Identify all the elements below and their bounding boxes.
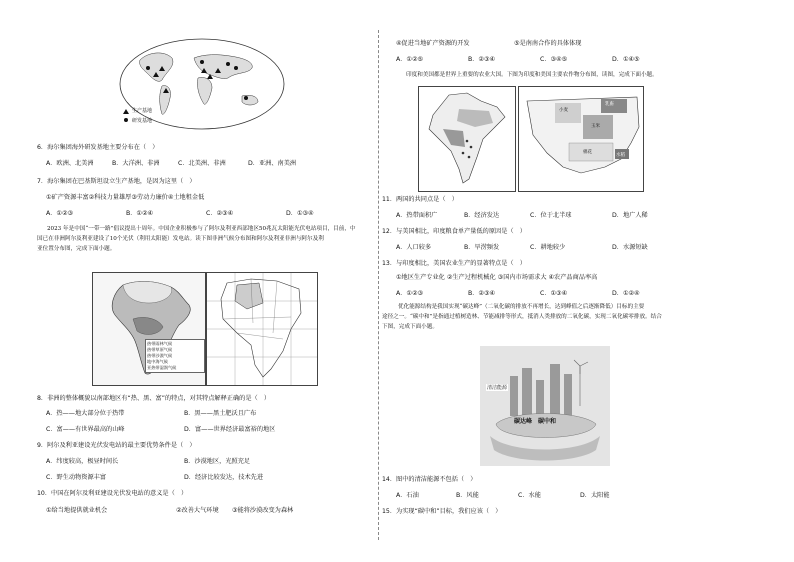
q11-option-a[interactable]: A．热带面积广 <box>396 212 438 219</box>
usa-label-wheat: 小麦 <box>559 108 568 113</box>
carbon-neutral-poster <box>480 346 610 466</box>
legend-item-desert: 热带沙漠气候 <box>147 353 173 358</box>
q11-option-b[interactable]: B．经济发达 <box>464 212 500 219</box>
usa-label-dairy: 乳畜 <box>605 102 614 107</box>
passage-1-line-1: 2023 年是中国“一带一路”倡议提出十周年。中国企业积极参与了阿尔及利亚西部地区50兆瓦太阳能光伏电站项目，目前，中 <box>47 226 356 232</box>
usa-label-rice: 水稻 <box>616 153 625 158</box>
q10-option-a[interactable]: A．①②⑤ <box>396 56 424 63</box>
poster-banner: 碳达峰 碳中和 <box>514 418 557 425</box>
q8-option-d[interactable]: D．富——世界经济最富裕的地区 <box>184 426 276 433</box>
poster-clean-energy-tag: 清洁能源 <box>487 385 508 391</box>
q9-option-a[interactable]: A．纬度较高，极昼时间长 <box>46 458 119 465</box>
passage-1-line-2: 国已在非洲阿尔及利亚建设了10个光伏（利用太阳能）发电站。读下图非洲气候分布图和阿尔及利亚非洲与阿尔及利 <box>37 236 324 242</box>
passage-3-line-1: 优化能源结构是我国实现“碳达峰”（二氧化碳的排放不再增长，达到峰值之后逐渐降低）目标的主要 <box>398 304 645 310</box>
q13-option-d[interactable]: D．①②④ <box>612 290 640 297</box>
production-legend-icon <box>123 109 129 114</box>
q6-option-d[interactable]: D．亚洲、南美洲 <box>248 160 297 167</box>
legend-item-rainforest: 热带雨林气候 <box>147 341 173 346</box>
q6-option-a[interactable]: A．欧洲、北美洲 <box>46 160 94 167</box>
rd-legend-icon <box>124 118 128 122</box>
africa-climate-map <box>92 272 206 386</box>
q14-option-a[interactable]: A．石油 <box>396 492 419 499</box>
india-crop-map <box>418 86 516 192</box>
q7-stem: 7．海尔集团在巴基斯坦设立生产基地，是因为这里（ ） <box>37 178 196 185</box>
passage-2: 印度和美国都是世界上重要的农业大国。下图为印度和美国主要农作物分布图，读图，完成下面小题。 <box>406 72 658 78</box>
q12-option-a[interactable]: A．人口较多 <box>396 244 432 251</box>
legend-item-mediterranean: 地中海气候 <box>147 359 168 364</box>
q14-option-c[interactable]: C．水能 <box>518 492 541 499</box>
q7-option-b[interactable]: B．①②④ <box>126 210 154 217</box>
passage-3 <box>382 302 774 332</box>
q11-option-d[interactable]: D．地广人稀 <box>612 212 648 219</box>
q13-option-b[interactable]: B．②③④ <box>468 290 496 297</box>
legend-item-savanna: 热带草原气候 <box>147 347 173 352</box>
q10-option-b[interactable]: B．②③④ <box>468 56 496 63</box>
q14-option-d[interactable]: D．太阳能 <box>580 492 610 499</box>
q13-stem: 13．与印度相比，美国农业生产的显著特点是（ ） <box>382 260 526 267</box>
legend-rd-label: 研发基地 <box>132 118 153 124</box>
q8-option-a[interactable]: A．热——地大部分位于热带 <box>46 410 125 417</box>
q11-option-c[interactable]: C．位于北半球 <box>530 212 572 219</box>
q10-stem: 10．中国在阿尔及利亚建设光伏发电站的意义是（ ） <box>37 490 188 497</box>
q10-item-4: ④促进当地矿产资源的开发 <box>396 40 470 47</box>
q12-option-d[interactable]: D．水源短缺 <box>612 244 648 251</box>
q14-option-b[interactable]: B．风能 <box>456 492 479 499</box>
q15-stem: 15．为实现“碳中和”目标，我们应该（ ） <box>382 508 502 515</box>
q8-option-c[interactable]: C．富——有世界最高的山峰 <box>46 426 125 433</box>
q6-option-b[interactable]: B．大洋洲、非洲 <box>112 160 160 167</box>
legend-item-humid-subtropical: 亚热带湿润气候 <box>147 365 177 370</box>
q10-option-c[interactable]: C．③④⑤ <box>540 56 568 63</box>
usa-label-corn: 玉米 <box>591 124 600 129</box>
q11-stem: 11．两国的共同点是（ ） <box>382 196 458 203</box>
q9-option-c[interactable]: C．野生动物资源丰富 <box>46 474 107 481</box>
q13-items: ①地区生产专业化 ②生产过程机械化 ③国内市场需求大 ④农产品商品率高 <box>396 274 598 281</box>
usa-label-cotton: 棉花 <box>583 150 592 155</box>
q6-stem: 6．海尔集团海外研发基地主要分布在（ ） <box>37 144 159 151</box>
passage-1 <box>37 224 375 254</box>
q10-item-1: ①给当地提供就业机会 <box>46 507 108 514</box>
africa-legend <box>145 339 205 373</box>
q10-item-2: ②改善大气环境 <box>176 507 219 514</box>
q6-option-c[interactable]: C．北美洲、非洲 <box>178 160 226 167</box>
legend-production-label: 生产基地 <box>132 108 153 114</box>
q7-option-d[interactable]: D．①③④ <box>286 210 314 217</box>
q10-option-d[interactable]: D．①④⑤ <box>612 56 640 63</box>
passage-3-line-3: 下图，完成下面小题。 <box>382 324 438 330</box>
q12-option-b[interactable]: B．旱涝频发 <box>464 244 500 251</box>
q7-option-a[interactable]: A．①②③ <box>46 210 74 217</box>
q10-item-3: ③能将沙漠改变为森林 <box>232 507 294 514</box>
world-map-figure <box>118 38 286 130</box>
q9-stem: 9．阿尔及利亚建设光伏发电站的最主要优势条件是（ ） <box>37 442 196 449</box>
q7-option-c[interactable]: C．②③④ <box>206 210 234 217</box>
column-divider <box>378 30 379 540</box>
q8-option-b[interactable]: B．黑——黑土肥沃且广布 <box>184 410 257 417</box>
q13-option-c[interactable]: C．①③④ <box>540 290 568 297</box>
q10-item-5: ⑤是南南合作的具体体现 <box>514 40 582 47</box>
q8-stem: 8．非洲的整体概貌以南部地区有“热、黑、富”的特点，对其特点解释正确的是（ ） <box>37 395 271 402</box>
q9-option-b[interactable]: B．沙漠地区，光照充足 <box>184 458 251 465</box>
q13-option-a[interactable]: A．①②③ <box>396 290 424 297</box>
passage-1-line-3: 亚位置分布图，完成下面小题。 <box>37 246 116 252</box>
algeria-location-map <box>206 272 318 386</box>
q7-items: ①矿产资源丰富②科技力量雄厚③劳动力廉价④土地租金低 <box>46 194 205 201</box>
usa-crop-map <box>518 86 644 192</box>
q9-option-d[interactable]: D．经济比较发达，技术先进 <box>184 474 264 481</box>
q12-stem: 12．与美国相比，印度粮食单产量低的原因是（ ） <box>382 228 526 235</box>
q12-option-c[interactable]: C．耕地较少 <box>530 244 566 251</box>
q14-stem: 14．图中的清洁能源不包括（ ） <box>382 476 477 483</box>
passage-3-line-2: 途径之一。“碳中和”是指通过植树造林、节能减排等形式，抵消人类排放的二氧化碳，实现二氧化碳零排放。结合 <box>382 314 662 320</box>
